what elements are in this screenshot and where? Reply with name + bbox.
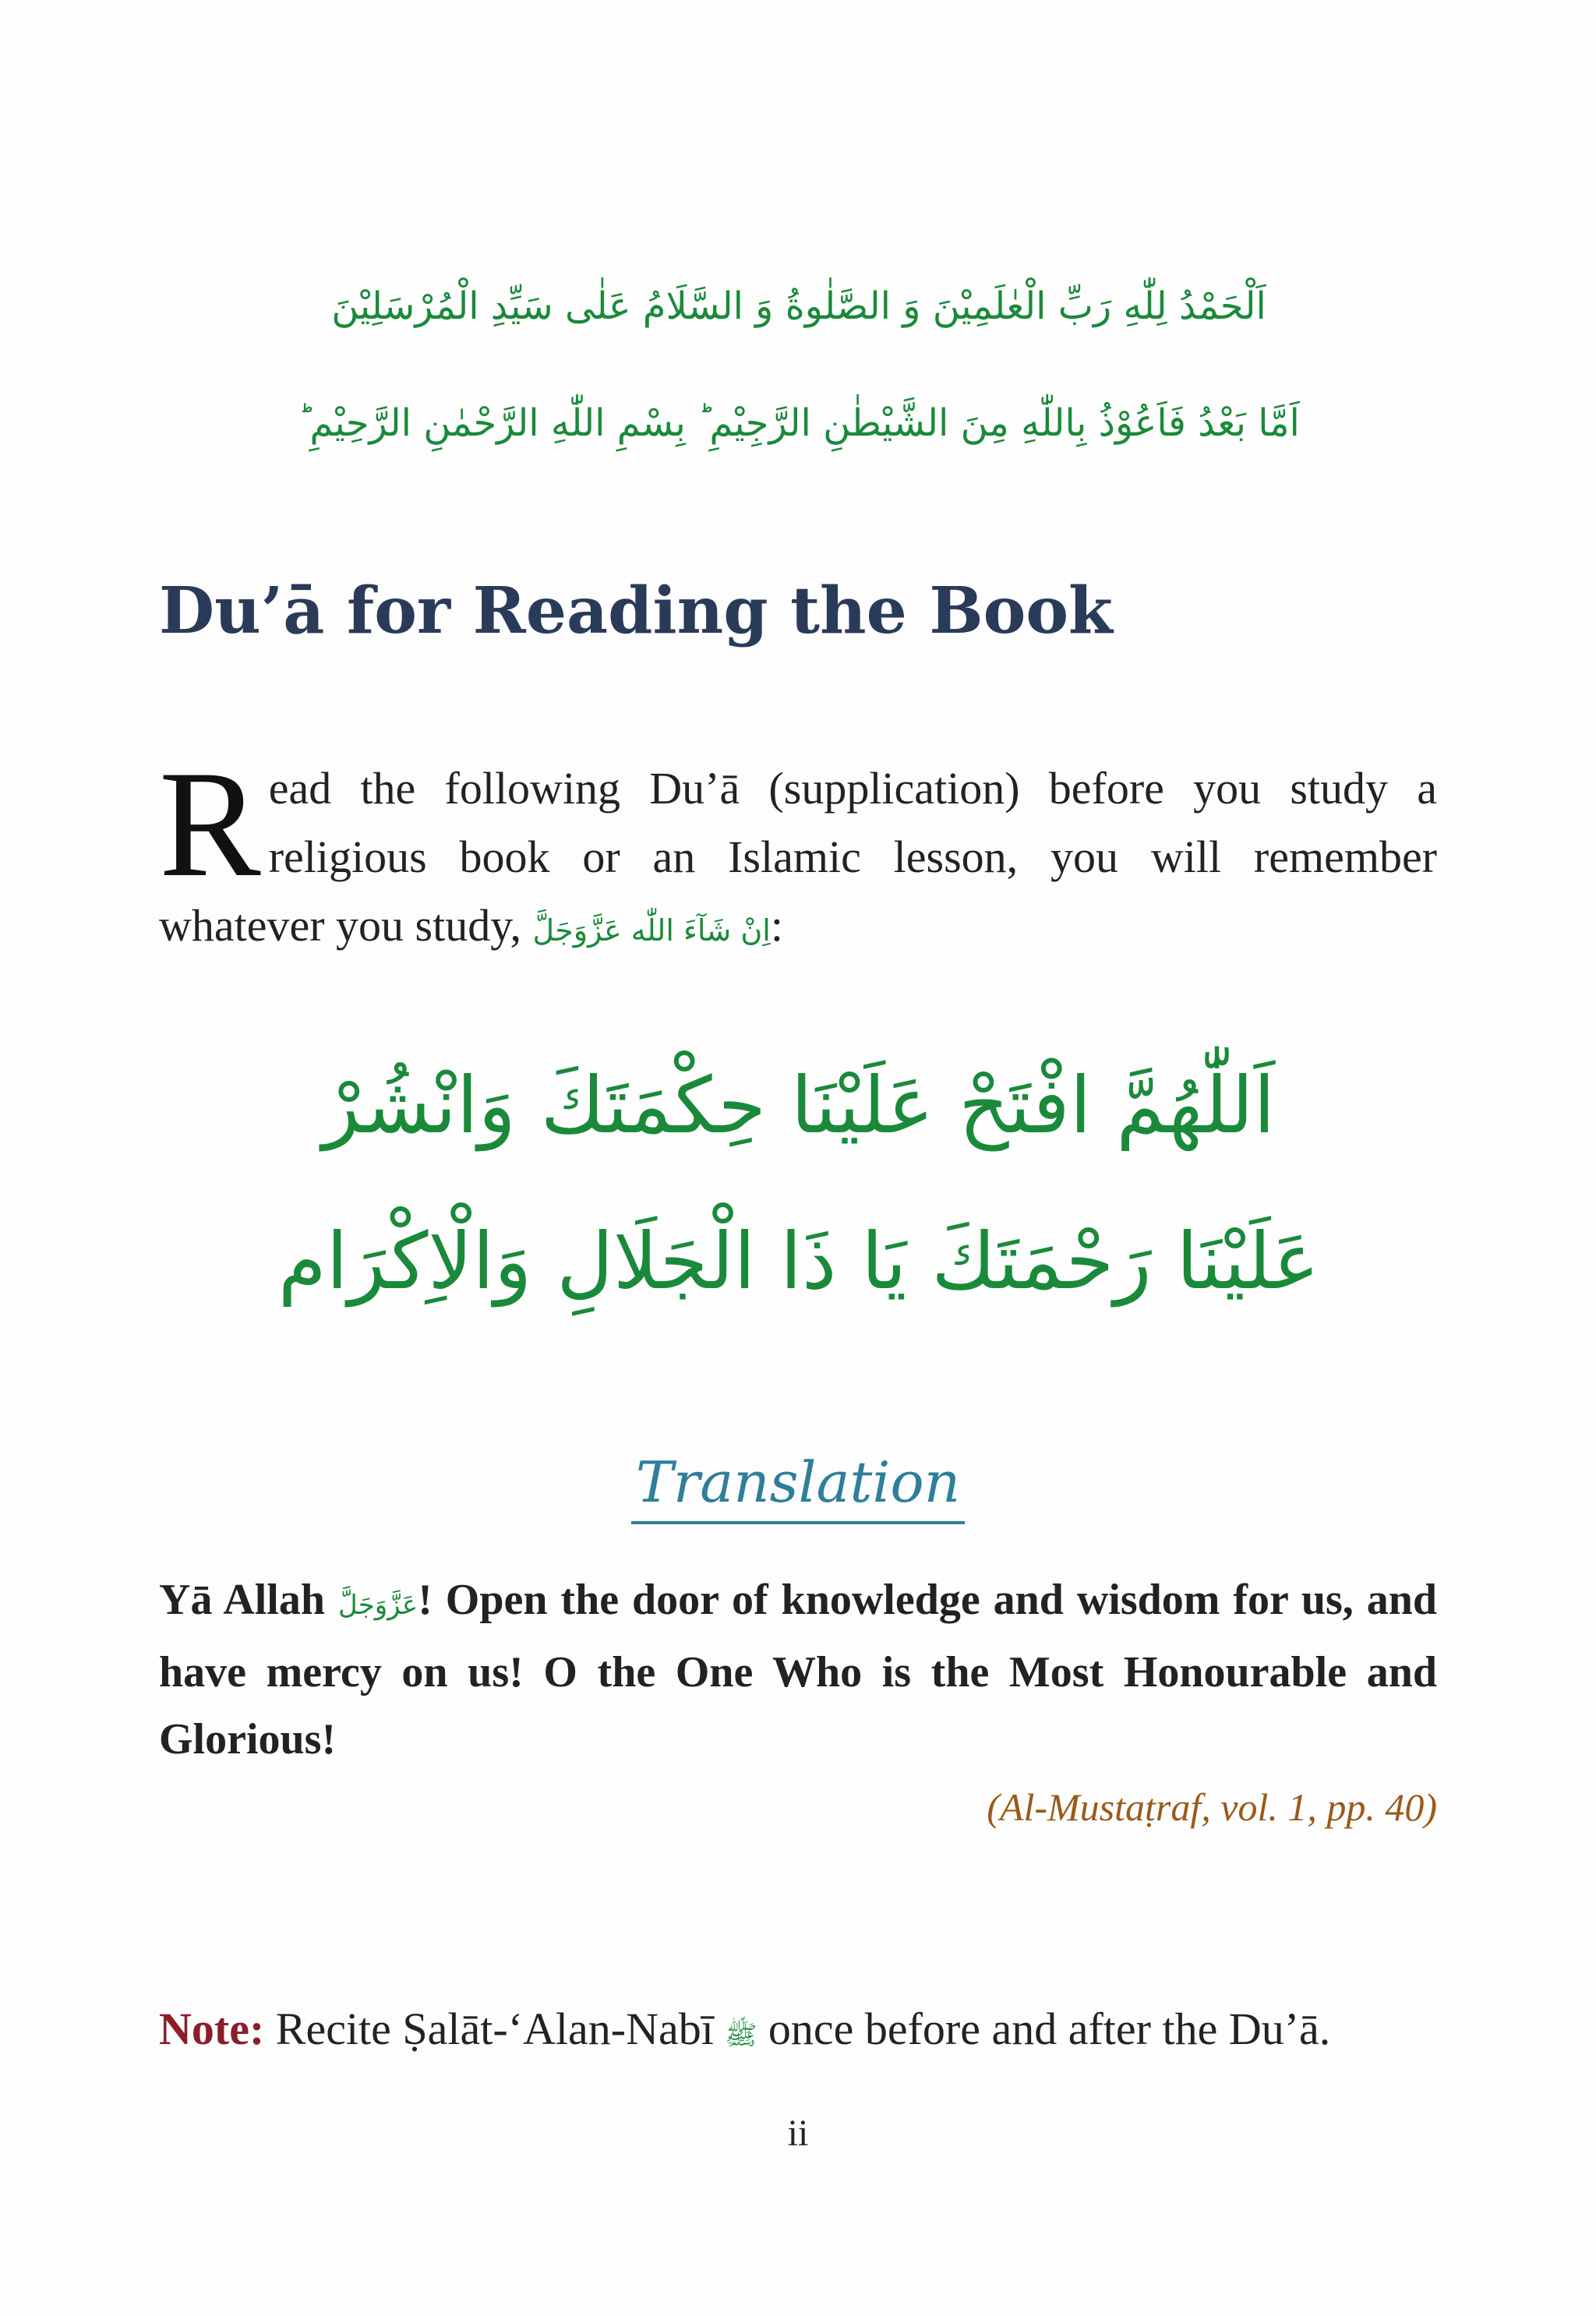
drop-cap: R — [159, 740, 261, 909]
header-arabic-line-2: اَمَّا بَعْدُ فَاَعُوْذُ بِاللّٰهِ مِنَ الشَّيْطٰنِ الرَّجِيْمِ ؕ بِسْمِ اللّٰهِ الرَّحْمٰنِ الرَّحِيْمِ ؕ — [298, 401, 1300, 445]
translation-text — [159, 1566, 1437, 1773]
translation-heading — [0, 1449, 1596, 1524]
reference-citation: (Al-Mustaṭraf, vol. 1, pp. 40) — [987, 1785, 1437, 1829]
intro-suffix: : — [770, 900, 783, 951]
translation-heading-text: Translation — [631, 1449, 965, 1524]
intro-text: ead the following Du’ā (supplication) before you study a religious book or an Islamic lesson, you will remember whatever you study, — [159, 763, 1437, 951]
note-text-after: once before and after the Du’ā. — [768, 2004, 1331, 2054]
translation-main: ! Open the door of knowledge and wisdom for us, and have mercy on us! O the One Who is the Most Honourable and Glorious! — [159, 1576, 1438, 1763]
dua-line-1: اَللّٰهُمَّ افْتَحْ عَلَيْنَا حِكْمَتَكَ وَانْشُرْ — [322, 1060, 1276, 1151]
note-paragraph — [159, 2003, 1437, 2057]
salawat-honorific: ﷺ — [725, 2020, 757, 2051]
header-arabic-line-1: اَلْحَمْدُ لِلّٰهِ رَبِّ الْعٰلَمِيْنَ وَ الصَّلٰوةُ وَ السَّلَامُ عَلٰى سَيِّدِ الْمُرْسَلِيْنَ — [331, 284, 1266, 328]
note-text-before: Recite Ṣalāt-‘Alan-Nabī — [275, 2004, 714, 2054]
honorific-arabic: عَزَّوَجَلَّ — [337, 1590, 418, 1621]
page-number: ii — [787, 2113, 809, 2154]
note-label: Note: — [159, 2004, 265, 2054]
translation-prefix: Yā Allah — [159, 1576, 325, 1624]
intro-arabic-phrase: اِنْ شَآءَ اللّٰه عَزَّوَجَلَّ — [532, 913, 771, 948]
page-title: Du’ā for Reading the Book — [159, 574, 1113, 648]
dua-line-2: عَلَيْنَا رَحْمَتَكَ يَا ذَا الْجَلَالِ وَالْاِكْرَام — [277, 1216, 1320, 1307]
intro-paragraph — [159, 740, 1437, 965]
